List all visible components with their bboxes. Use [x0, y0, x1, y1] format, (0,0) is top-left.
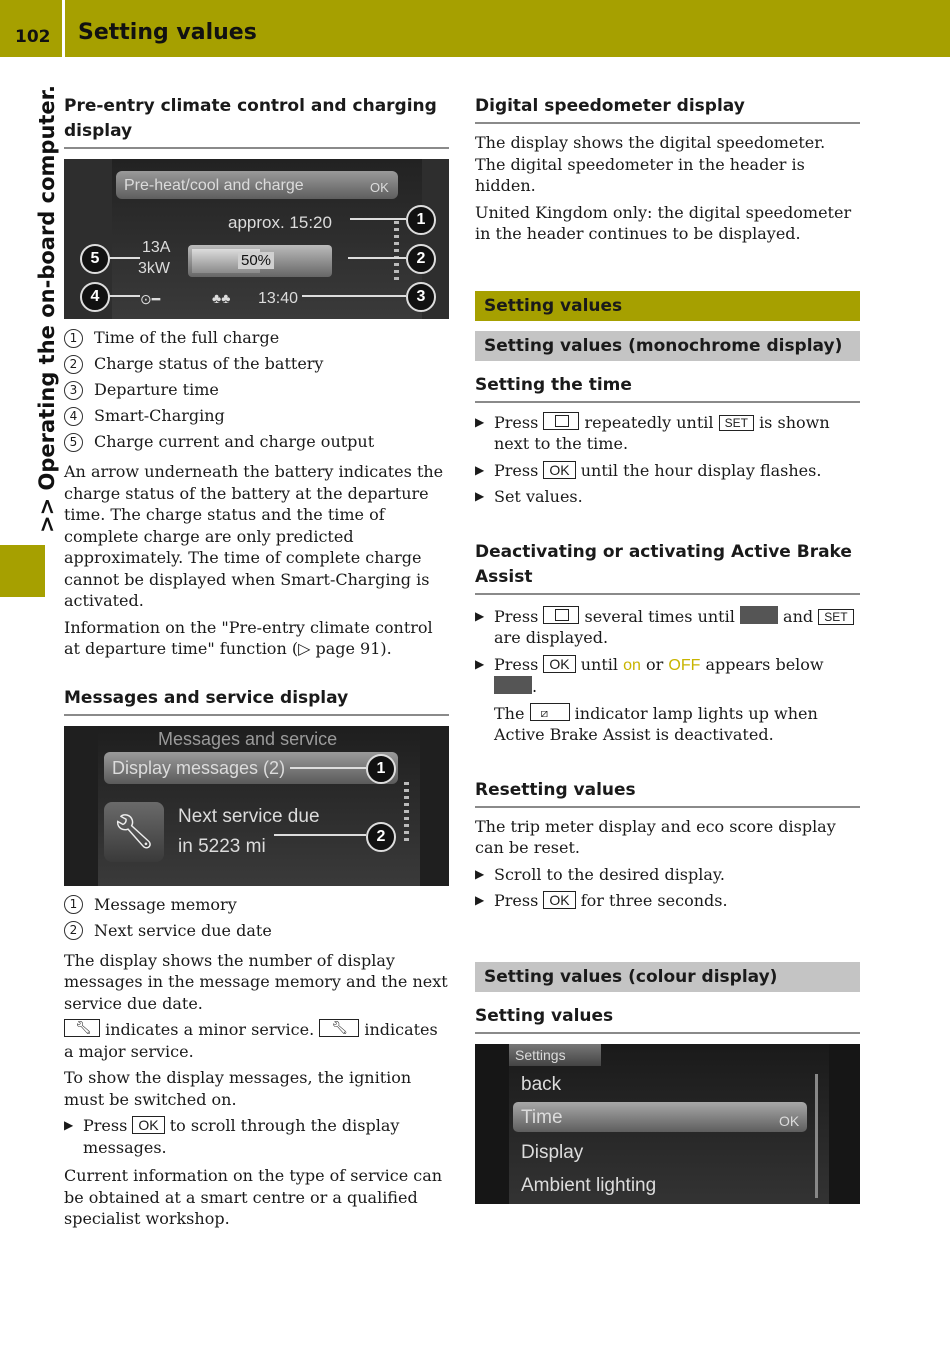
instruction-item	[475, 412, 860, 455]
paragraph: An arrow underneath the battery indicates the charge status of the battery at the departure time. The charge status and the time of complete charge are only predicted approximately. The time of complete charge cannot be displayed when Smart-Charging is activated.	[64, 462, 444, 610]
instruction-verb: Press	[494, 460, 539, 480]
legend-text: Message memory	[94, 894, 237, 914]
messages-display-screenshot	[64, 726, 449, 886]
section-heading: Setting values	[475, 1004, 860, 1034]
leader-line-1	[290, 767, 366, 769]
sidebar-accent	[0, 545, 45, 597]
charge-output: 3kW	[138, 260, 170, 277]
scroll-indicator	[404, 782, 409, 842]
paragraph: United Kingdom only: the digital speedometer in the header continues to be displayed.	[475, 202, 852, 243]
menu-button-icon	[543, 412, 579, 430]
brake-assist-symbol-icon	[494, 676, 532, 694]
paragraph: The trip meter display and eco score display can be reset.	[475, 816, 836, 857]
subchapter-bar: Setting values (monochrome display)	[475, 331, 860, 361]
instruction-verb: Press	[494, 891, 539, 910]
legend-text: Departure time	[94, 380, 219, 399]
chapter-bar: Setting values	[475, 291, 860, 321]
legend-number: 4	[64, 407, 83, 426]
paragraph: Current information on the type of service can be obtained at a smart centre or a qualified specialist workshop.	[64, 1166, 443, 1228]
legend-text: Smart-Charging	[94, 406, 225, 425]
major-service-text: indicates a major service.	[64, 1020, 438, 1061]
instruction-verb: Press	[494, 654, 539, 674]
instruction-text: or	[646, 654, 664, 674]
callout-3: 3	[406, 282, 436, 312]
paragraph: To show the display messages, the ignition must be switched on.	[64, 1068, 412, 1109]
major-service-icon: 🔧︎	[319, 1019, 359, 1037]
legend-item	[64, 325, 449, 351]
next-service-distance: in 5223 mi	[178, 835, 266, 857]
legend-number: 5	[64, 433, 83, 452]
clock-plug-icon: ⊙━	[140, 291, 161, 307]
menu-item-ambient-lighting: Ambient lighting	[521, 1174, 657, 1196]
leader-line-3	[302, 295, 406, 297]
section-heading: Deactivating or activating Active Brake Assist	[475, 540, 860, 595]
brake-assist-off-icon: ⧄	[530, 703, 570, 721]
minor-service-icon: 🔧︎	[64, 1019, 100, 1037]
off-label: OFF	[668, 656, 701, 674]
instruction-item: ▶ Set values.	[475, 486, 860, 508]
legend-item	[64, 892, 449, 918]
screen-title: Pre-heat/cool and charge	[124, 177, 304, 194]
settings-display-screenshot	[475, 1044, 860, 1204]
section-heading: Resetting values	[475, 778, 860, 808]
leader-line-2	[274, 834, 366, 836]
instruction-text: appears below	[705, 654, 824, 674]
instruction-item	[475, 460, 860, 482]
legend-text: Charge status of the battery	[94, 354, 324, 373]
instruction-text: until	[580, 654, 619, 674]
settings-tab: Settings	[509, 1044, 601, 1066]
instruction-text: several times until	[584, 606, 735, 626]
legend-number: 2	[64, 921, 83, 940]
instruction-item: ▶ Press OK until on or OFF appears below .	[475, 654, 860, 698]
display-messages-item: Display messages (2)	[112, 757, 286, 778]
smart-charging-icon: ♣♣	[212, 290, 231, 306]
paragraph	[64, 1019, 449, 1062]
paragraph-text: The	[494, 703, 525, 723]
legend-item	[64, 429, 449, 455]
header-divider	[62, 0, 65, 57]
ok-key: OK	[543, 891, 575, 909]
left-column	[64, 94, 449, 1230]
scrollbar	[815, 1074, 818, 1198]
set-symbol: SET	[719, 415, 754, 431]
legend-number: 1	[64, 329, 83, 348]
running-title: Setting values	[78, 20, 257, 45]
set-symbol: SET	[818, 609, 853, 625]
wrench-icon: 🔧︎	[104, 802, 164, 862]
charging-display-screenshot	[64, 159, 449, 319]
scroll-indicator	[394, 221, 399, 281]
screen-ok: OK	[370, 180, 389, 195]
paragraph: Information on the "Pre-entry climate control at departure time" function (▷ page 91).	[64, 617, 433, 658]
charge-current: 13A	[142, 239, 171, 256]
legend-item	[64, 918, 449, 944]
instruction-text: are displayed.	[494, 628, 609, 647]
minor-service-text: indicates a minor service.	[105, 1020, 315, 1039]
section-heading: Messages and service display	[64, 686, 449, 716]
menu-button-icon	[543, 606, 579, 624]
screen-header: Messages and service	[158, 728, 338, 749]
legend-item	[64, 377, 449, 403]
legend-text: Charge current and charge output	[94, 432, 375, 451]
instruction-text: until the hour display flashes.	[580, 460, 822, 480]
instruction-item	[475, 890, 860, 912]
instruction-verb: Press	[83, 1116, 128, 1135]
ok-key: OK	[543, 655, 575, 673]
departure-time: 13:40	[258, 290, 299, 307]
subchapter-bar: Setting values (colour display)	[475, 962, 860, 992]
instruction-verb: Press	[494, 412, 539, 432]
instruction-item	[475, 606, 860, 649]
legend-item	[64, 351, 449, 377]
callout-5: 5	[80, 244, 110, 274]
legend-text: Next service due date	[94, 920, 272, 940]
legend-number: 2	[64, 355, 83, 374]
paragraph: The display shows the digital speedometer. The digital speedometer in the header is hidden.	[475, 133, 826, 195]
menu-item-back: back	[521, 1073, 562, 1095]
page-number: 102	[15, 27, 51, 47]
callout-4: 4	[80, 282, 110, 312]
instruction-item: ▶ Scroll to the desired display.	[475, 864, 860, 886]
callout-1: 1	[406, 205, 436, 235]
menu-item-display: Display	[521, 1141, 584, 1163]
legend-text: Time of the full charge	[94, 328, 280, 347]
sidebar-chapter-label: >> Operating the on-board computer.	[35, 84, 59, 533]
instruction-text: is shown next to the time.	[494, 412, 830, 453]
right-column	[475, 94, 860, 1204]
section-heading: Pre-entry climate control and charging display	[64, 94, 449, 149]
section-heading: Setting the time	[475, 373, 860, 403]
callout-2: 2	[406, 244, 436, 274]
ok-key: OK	[543, 461, 575, 479]
section-heading: Digital speedometer display	[475, 94, 860, 124]
instruction-text: repeatedly until	[584, 412, 714, 432]
menu-item-ok: OK	[779, 1112, 800, 1129]
callout-1: 1	[366, 754, 396, 784]
legend-list	[64, 325, 449, 455]
leader-line-2	[348, 257, 406, 259]
instruction-verb: Press	[494, 606, 539, 626]
instruction-text: to scroll through the display messages.	[83, 1116, 400, 1157]
on-label: on	[623, 656, 641, 674]
legend-number: 1	[64, 895, 83, 914]
next-service-label: Next service due	[178, 805, 320, 827]
full-charge-time: approx. 15:20	[228, 213, 332, 232]
paragraph	[475, 703, 860, 746]
paragraph: The display shows the number of display messages in the message memory and the next service due date.	[64, 950, 448, 1013]
instruction-text: for three seconds.	[580, 891, 728, 910]
menu-item-time: Time	[521, 1106, 563, 1128]
callout-2: 2	[366, 822, 396, 852]
leader-line-1	[350, 218, 406, 220]
battery-percent: 50%	[238, 252, 274, 269]
ok-key: OK	[132, 1116, 164, 1134]
legend-number: 3	[64, 381, 83, 400]
legend-item	[64, 403, 449, 429]
instruction-item	[64, 1115, 449, 1158]
instruction-text: and	[783, 606, 814, 626]
brake-assist-symbol-icon	[740, 606, 778, 624]
legend-list	[64, 892, 449, 944]
paragraph-text: indicator lamp lights up when Active Brake Assist is deactivated.	[494, 703, 818, 744]
